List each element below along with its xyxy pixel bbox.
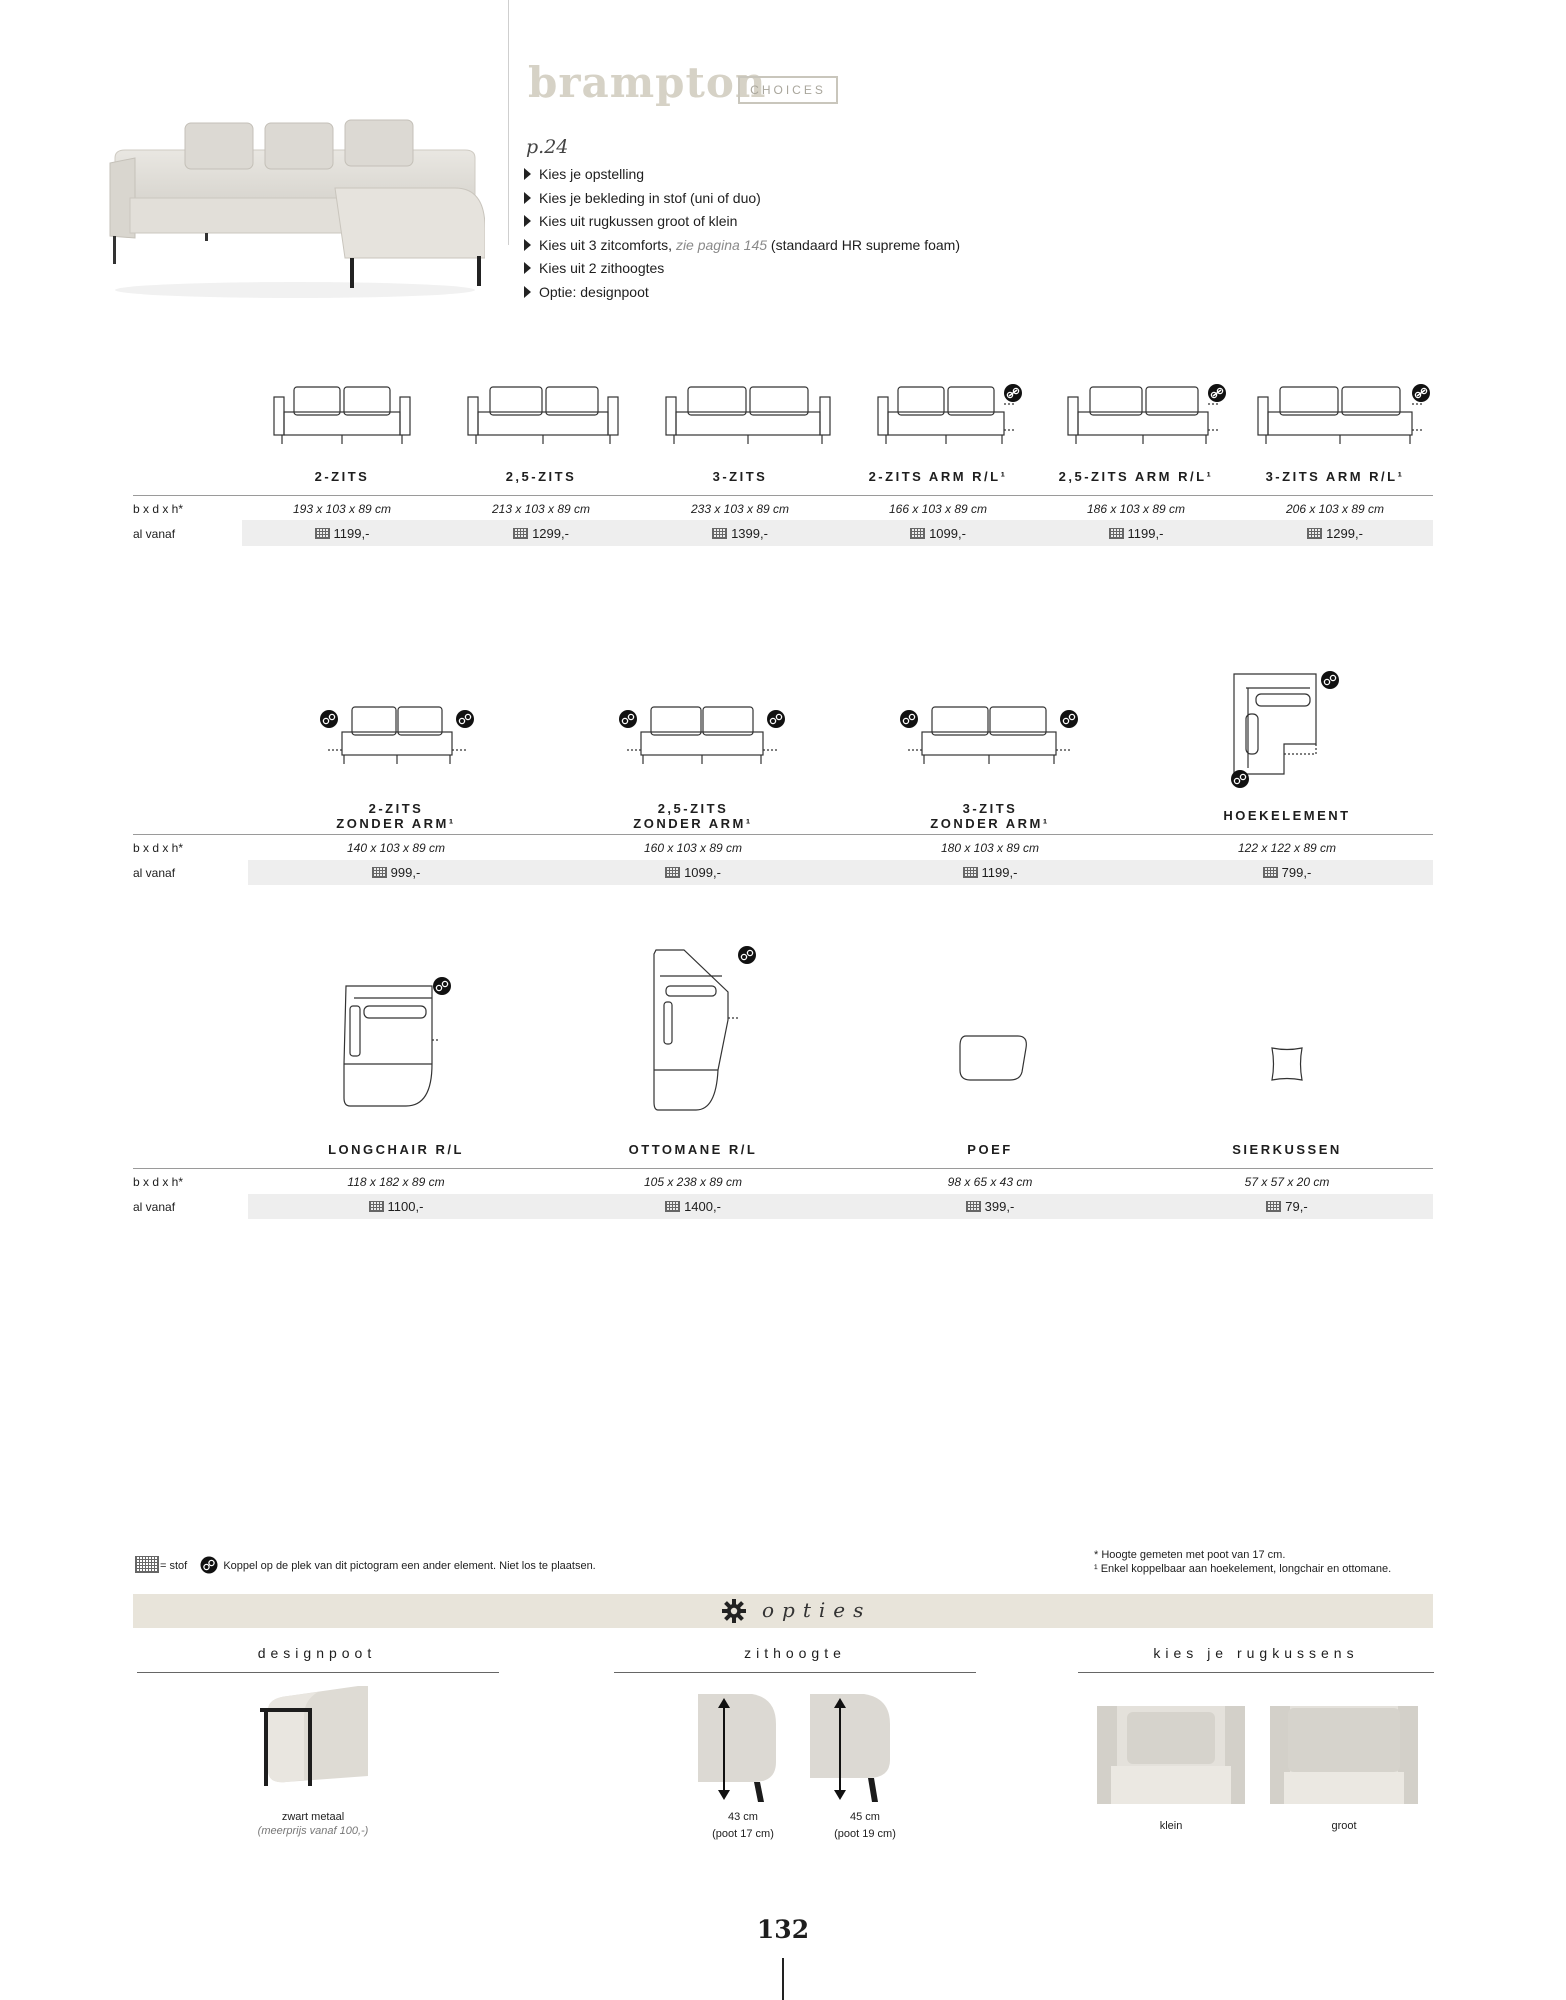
product-name: 2,5-ZITS ARM R/L¹ [1058,469,1214,484]
dims-value: 233 x 103 x 89 cm [690,502,790,516]
bullet-triangle-icon [524,215,531,227]
fabric-icon [1109,528,1124,539]
sofa-3-seat-icon [664,382,832,452]
price-value: 1199,- [1041,526,1231,541]
price-value: 1099,- [843,526,1033,541]
price-value: 399,- [895,1199,1085,1214]
table-divider [133,495,1433,496]
poef-icon [956,1032,1030,1084]
product-title: brampton [528,58,767,107]
product-name: 2,5-ZITS [505,469,577,484]
feature-list [524,163,960,305]
page-reference: p.24 [526,136,569,158]
height-b-leg: (poot 19 cm) [834,1828,896,1840]
height-b-value: 45 cm [850,1811,880,1823]
list-item: Kies uit rugkussen groot of klein [524,210,960,234]
option-divider [1078,1672,1434,1673]
price-value: 1099,- [598,865,788,880]
table-divider [133,1168,1433,1169]
price-label: al vanaf [133,527,176,541]
legend: = stof Koppel op de plek van dit pictogram een ander element. Niet los te plaatsen. [135,1556,596,1574]
dims-label: b x d x h* [133,841,184,855]
price-value: 1199,- [895,865,1085,880]
product-name: POEF [967,1142,1013,1157]
seat-height-45-photo [810,1694,892,1806]
sofa-2-seat-arm-icon [876,382,1026,452]
dims-value: 118 x 182 x 89 cm [347,1175,445,1189]
price-value: 1199,- [247,526,437,541]
cushion-small-label: klein [1159,1820,1183,1832]
designpoot-caption: zwart metaal [281,1811,345,1823]
dims-value: 98 x 65 x 43 cm [947,1175,1033,1189]
price-label: al vanaf [133,866,176,880]
option-divider [137,1672,499,1673]
product-name: 3-ZITS [712,469,768,484]
cushion-large-photo [1270,1706,1418,1804]
product-name: SIERKUSSEN [1232,1142,1342,1157]
sofa-photo [105,118,485,298]
dims-label: b x d x h* [133,1175,184,1189]
list-item: Kies uit 3 zitcomforts, zie pagina 145 (standaard HR supreme foam) [524,234,960,258]
zithoogte-heading: zithoogte [744,1645,846,1661]
dims-value: 166 x 103 x 89 cm [888,502,988,516]
gear-icon [722,1599,746,1623]
list-item: Kies uit 2 zithoogtes [524,257,960,281]
divider-line [508,0,509,245]
fabric-icon [712,528,727,539]
dims-value: 122 x 122 x 89 cm [1237,841,1337,855]
designpoot-price-note: (meerprijs vanaf 100,-) [257,1825,369,1837]
fabric-icon [665,867,680,878]
price-value: 799,- [1192,865,1382,880]
dims-label: b x d x h* [133,502,184,516]
dims-value: 180 x 103 x 89 cm [940,841,1040,855]
price-value: 79,- [1192,1199,1382,1214]
product-name: HOEKELEMENT [1223,808,1351,823]
price-value: 1299,- [446,526,636,541]
fabric-icon [1266,1201,1281,1212]
dims-value: 160 x 103 x 89 cm [643,841,743,855]
sofa-2-seat-no-arm-icon [318,702,476,772]
fabric-icon [1307,528,1322,539]
opties-title: opties [762,1598,872,1622]
page-divider-line [782,1958,784,2000]
sofa-3-seat-arm-icon [1256,382,1434,452]
longchair-icon [336,972,460,1112]
product-name: 2-ZITS [314,469,370,484]
sofa-2-seat-icon [272,382,412,452]
cushion-small-photo [1097,1706,1245,1804]
option-divider [614,1672,976,1673]
designpoot-heading: designpoot [257,1645,377,1661]
dims-value: 105 x 238 x 89 cm [643,1175,743,1189]
choices-badge: CHOICES [738,76,838,104]
product-name: 2,5-ZITS ZONDER ARM¹ [633,801,753,831]
fabric-icon [966,1201,981,1212]
list-item: Kies je opstelling [524,163,960,187]
price-label: al vanaf [133,1200,176,1214]
fabric-icon [963,867,978,878]
fabric-icon [665,1201,680,1212]
fabric-icon [910,528,925,539]
corner-element-icon [1224,664,1344,792]
dims-value: 193 x 103 x 89 cm [292,502,392,516]
list-item: Kies je bekleding in stof (uni of duo) [524,187,960,211]
dims-value: 57 x 57 x 20 cm [1244,1175,1330,1189]
sofa-3-seat-no-arm-icon [898,702,1080,772]
product-name: 2-ZITS ARM R/L¹ [868,469,1008,484]
height-a-value: 43 cm [728,1811,758,1823]
fabric-icon [369,1201,384,1212]
dims-value: 186 x 103 x 89 cm [1086,502,1186,516]
height-a-leg: (poot 17 cm) [712,1828,774,1840]
price-value: 999,- [301,865,491,880]
link-icon [200,1556,218,1574]
page-number: 132 [756,1915,810,1944]
dims-value: 206 x 103 x 89 cm [1285,502,1385,516]
fabric-icon [315,528,330,539]
product-name: OTTOMANE R/L [628,1142,758,1157]
product-name: 3-ZITS ARM R/L¹ [1265,469,1405,484]
bullet-triangle-icon [524,192,531,204]
dims-value: 213 x 103 x 89 cm [491,502,591,516]
product-name: 3-ZITS ZONDER ARM¹ [930,801,1050,831]
designpoot-photo [258,1680,368,1790]
footnotes: * Hoogte gemeten met poot van 17 cm. ¹ Enkel koppelbaar aan hoekelement, longchair en ottomane. [1094,1549,1392,1575]
bullet-triangle-icon [524,286,531,298]
price-value: 1100,- [301,1199,491,1214]
fabric-icon [1263,867,1278,878]
sofa-2-5-seat-icon [466,382,620,452]
seat-height-43-photo [698,1694,778,1806]
sofa-2-5-seat-arm-icon [1066,382,1230,452]
bullet-triangle-icon [524,168,531,180]
product-name: LONGCHAIR R/L [328,1142,464,1157]
ottomane-icon [646,942,770,1118]
bullet-triangle-icon [524,262,531,274]
price-value: 1399,- [645,526,835,541]
sierkussen-icon [1268,1044,1306,1084]
price-value: 1400,- [598,1199,788,1214]
table-divider [133,834,1433,835]
product-name: 2-ZITS ZONDER ARM¹ [336,801,456,831]
price-value: 1299,- [1240,526,1430,541]
fabric-icon [135,1556,159,1573]
bullet-triangle-icon [524,239,531,251]
dims-value: 140 x 103 x 89 cm [346,841,446,855]
rugkussens-heading: kies je rugkussens [1153,1645,1359,1661]
fabric-icon [513,528,528,539]
sofa-2-5-seat-no-arm-icon [617,702,787,772]
list-item: Optie: designpoot [524,281,960,305]
cushion-large-label: groot [1331,1820,1357,1832]
fabric-icon [372,867,387,878]
